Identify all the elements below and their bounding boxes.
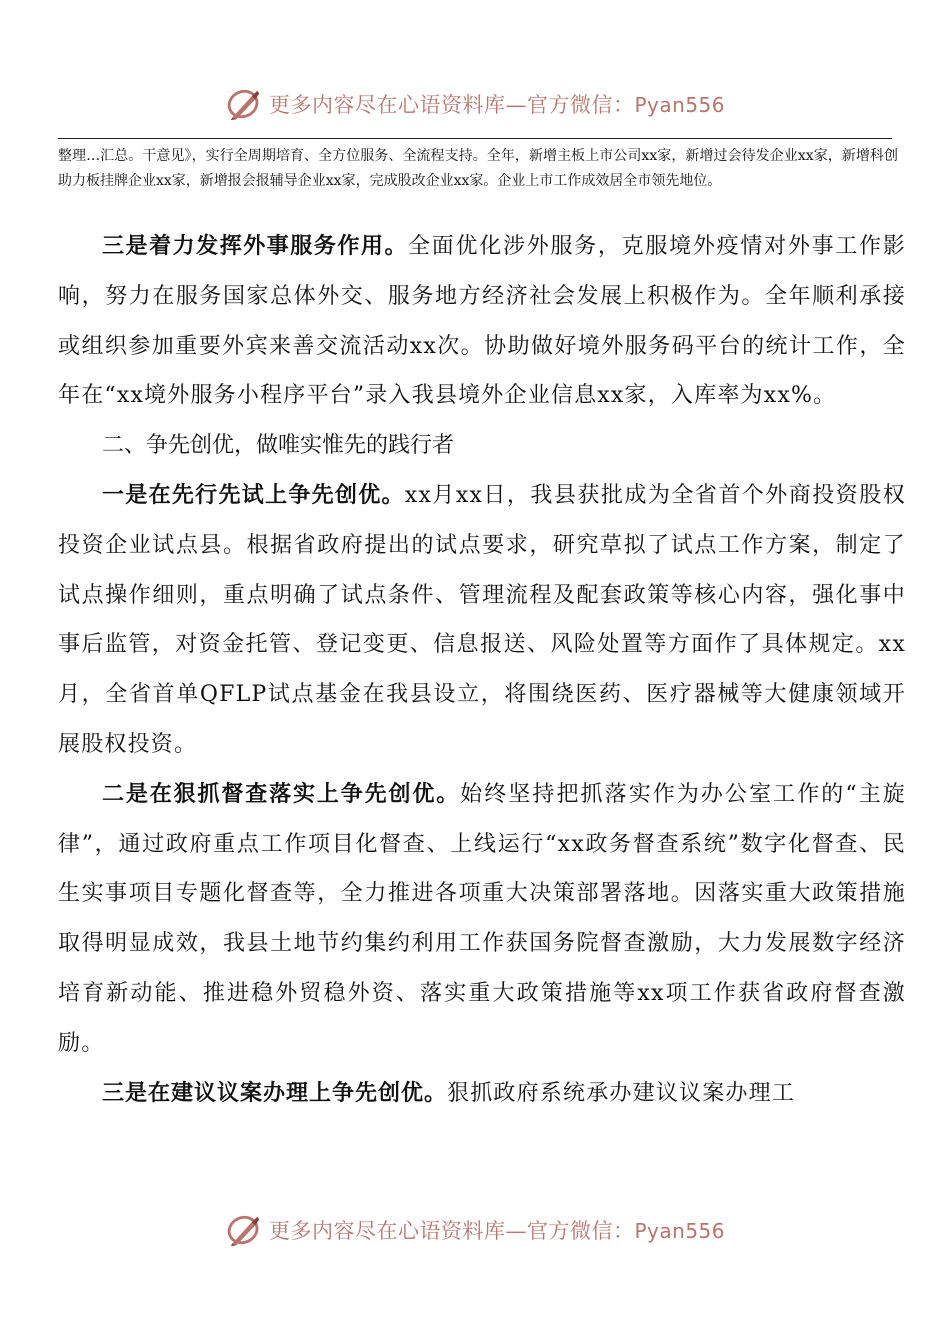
paragraph-text: 全面优化涉外服务，克服境外疫情对外事工作影响，努力在服务国家总体外交、服务地方经济社会发展上积极作为。全年顺利承接或组织参加重要外宾来善交流活动xx次。协助做好境外服务码平台的统计工作，全年在“xx境外服务小程序平台”录入我县境外企业信息xx家，入库率为xx%。 xyxy=(58,234,906,409)
header-watermark xyxy=(0,84,950,124)
paragraph-lead: 一是在先行先试上争先创优。 xyxy=(102,482,405,508)
paragraph-text: xx月xx日，我县获批成为全省首个外商投资股权投资企业试点县。根据省政府提出的试点要求，研究草拟了试点工作方案，制定了试点操作细则，重点明确了试点条件、管理流程及配套政策等核心内容，强化事中事后监管，对资金托管、登记变更、信息报送、风险处置等方面作了具体规定。xx月，全省首单QFLP试点基金在我县设立，将围绕医药、医疗器械等大健康领域开展股权投资。 xyxy=(58,482,906,757)
wechat-id: Pyan556 xyxy=(634,93,725,117)
header-rule xyxy=(58,138,892,139)
document-body xyxy=(58,222,906,1118)
paragraph-text: 始终坚持把抓落实作为办公室工作的“主旋律”，通过政府重点工作项目化督查、上线运行“xx政务督查系统”数字化督查、民生实事项目专题化督查等，全力推进各项重大决策部署落地。因落实重大政策措施取得明显成效，我县土地节约集约利用工作获国务院督查激励，大力发展数字经济培育新动能、推进稳外贸稳外资、落实重大政策措施等xx项工作获省政府督查激励。 xyxy=(58,781,906,1056)
paragraph-text: 狠抓政府系统承办建议议案办理工 xyxy=(447,1080,796,1106)
paragraph-proposals xyxy=(58,1069,906,1119)
watermark-text: 更多内容尽在心语资料库—官方微信：Pyan556 xyxy=(268,1219,725,1243)
paragraph-lead: 三是在建议议案办理上争先创优。 xyxy=(102,1080,448,1106)
paragraph-foreign-affairs xyxy=(58,222,906,421)
paragraph-pilot xyxy=(58,471,906,770)
paragraph-supervision xyxy=(58,770,906,1069)
paragraph-lead: 三是着力发挥外事服务作用。 xyxy=(102,234,409,259)
footnote-fragment: 整理…汇总。干意见》，实行全周期培育、全方位服务、全流程支持。全年，新增主板上市公司xx家，新增过会待发企业xx家，新增科创助力板挂牌企业xx家，新增报会报辅导企业xx家，完成股改企业xx家。企业上市工作成效居全市领先地位。 xyxy=(58,148,898,189)
paragraph-lead: 二是在狠抓督查落实上争先创优。 xyxy=(102,781,461,807)
pen-logo-icon xyxy=(225,85,263,123)
pen-logo-icon xyxy=(225,1211,263,1249)
footer-watermark xyxy=(0,1210,950,1250)
watermark-text: 更多内容尽在心语资料库—官方微信：Pyan556 xyxy=(268,93,725,117)
section-heading: 二、争先创优，做唯实惟先的践行者 xyxy=(102,433,455,459)
wechat-id: Pyan556 xyxy=(634,1219,725,1243)
